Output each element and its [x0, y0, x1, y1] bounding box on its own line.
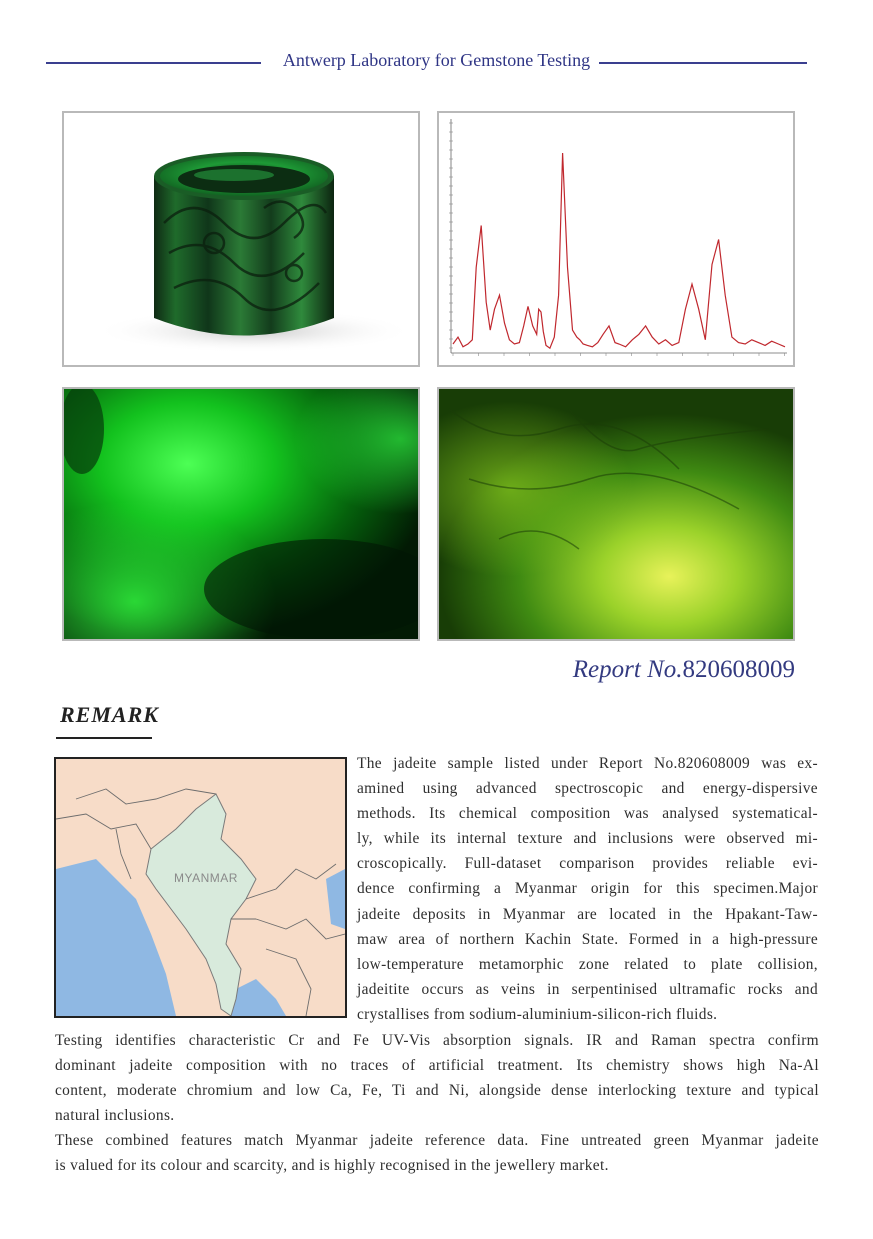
remark-heading: REMARK	[60, 702, 159, 727]
text-line: Testing identifies characteristic Cr and Fe UV-Vis absorption signals. IR and Raman spectra confirm	[55, 1032, 819, 1049]
micrograph-green	[62, 387, 420, 641]
myanmar-map	[54, 757, 347, 1018]
micrograph-yellowgreen	[437, 387, 795, 641]
remark-text-right	[357, 751, 818, 1027]
spectrum-series-line	[453, 153, 785, 348]
text-line: dence confirming a Myanmar origin for this specimen.Major	[357, 880, 818, 898]
lab-title: Antwerp Laboratory for Gemstone Testing	[0, 50, 873, 71]
text-line: amined using advanced spectroscopic and energy-dispersive	[357, 780, 818, 798]
text-line: dominant jadeite composition with no traces of artificial treatment. Its chemistry shows high Na-Al	[55, 1057, 819, 1075]
remark-underline	[56, 737, 152, 739]
text-line: The jadeite sample listed under Report No.820608009 was ex-	[357, 755, 818, 772]
text-line: ly, while its internal texture and inclusions were observed mi-	[357, 830, 818, 848]
remark-text-full	[55, 1028, 819, 1179]
text-line: content, moderate chromium and low Ca, Fe, Ti and Ni, alongside dense interlocking texture and typical	[55, 1082, 819, 1100]
text-line: low-temperature metamorphic zone related to plate collision,	[357, 955, 818, 973]
text-line: These combined features match Myanmar jadeite reference data. Fine untreated green Myanmar jadeite	[55, 1132, 819, 1150]
ring-photo	[62, 111, 420, 367]
text-line: jadeitite occurs as veins in serpentinised ultramafic rocks and	[357, 980, 818, 998]
text-line: methods. Its chemical composition was analysed systematical-	[357, 805, 818, 823]
text-line: maw area of northern Kachin State. Formed in a high-pressure	[357, 930, 818, 948]
map-label: MYANMAR	[174, 871, 238, 885]
text-line: is valued for its colour and scarcity, and is highly recognised in the jewellery market.	[55, 1157, 609, 1175]
text-line: croscopically. Full-dataset comparison provides reliable evi-	[357, 855, 818, 873]
report-number: Report No.820608009	[572, 656, 795, 683]
text-line: jadeite deposits in Myanmar are located in the Hpakant-Taw-	[357, 905, 818, 923]
spectrum-chart	[437, 111, 795, 367]
text-line: crystallises from sodium-aluminium-silicon-rich fluids.	[357, 1005, 718, 1023]
text-line: natural inclusions.	[55, 1107, 175, 1125]
